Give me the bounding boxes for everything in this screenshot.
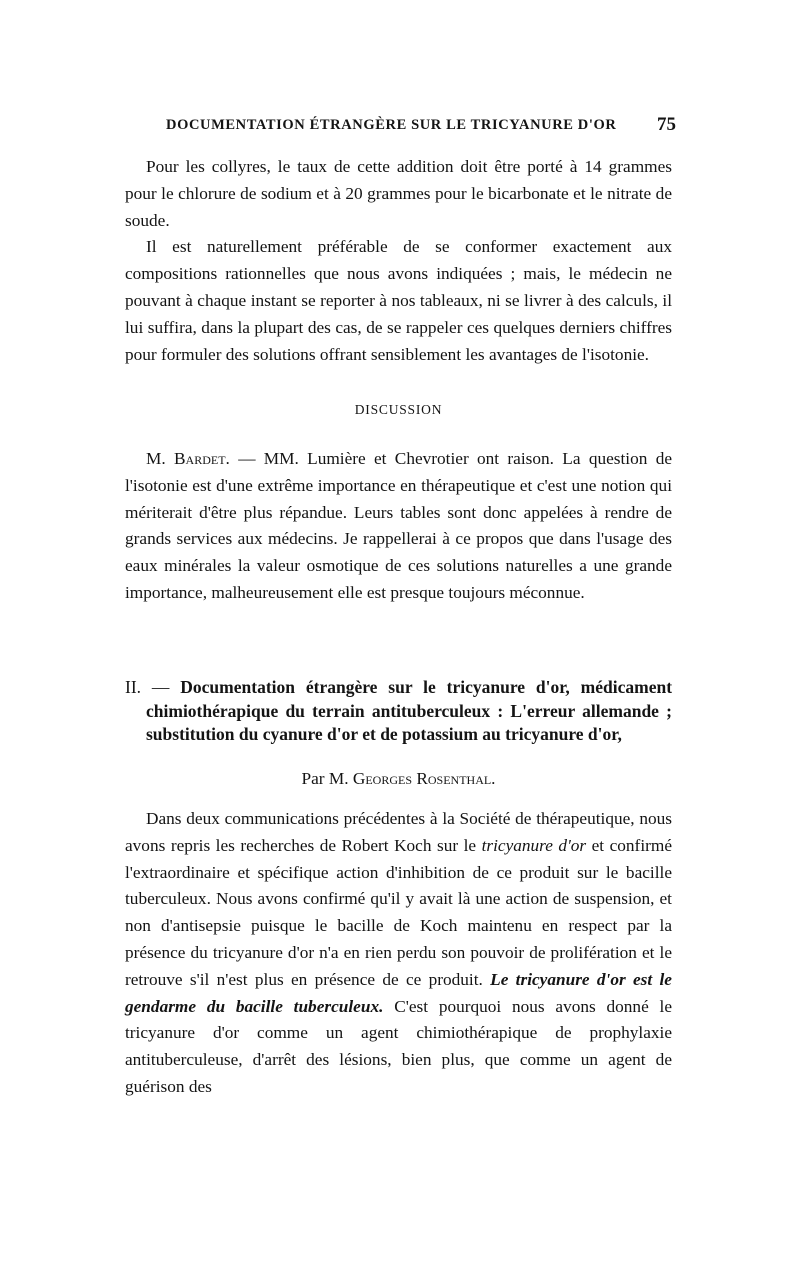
article-body	[125, 806, 672, 1101]
article-text-3: C'est pourquoi nous avons donné le tricyanure d'or comme un agent chimiothérapique de prophylaxie antituberculeuse, d'arrêt des lésions, bien plus, que comme un agent de guérison des	[125, 996, 672, 1096]
discussion-text: — MM. Lumière et Chevrotier ont raison. La question de l'isotonie est d'une extrême importance en thérapeutique et c'est une notion qui mériterait d'être plus répandue. Leurs tables sont donc appelées à rendre de grands services aux médecins. Je rappellerai à ce propos que dans l'usage des eaux minérales la valeur osmotique de ces solutions naturelles a une grande importance, malheureusement elle est presque toujours méconnue.	[125, 449, 673, 602]
article-text-italic: tricyanure d'or	[481, 835, 587, 855]
paragraph-compositions: Il est naturellement préférable de se conformer exactement aux compositions rationnelles que nous avons indiquées ; mais, le médecin ne pouvant à chaque instant se reporter à nos tableaux, ni se livrer à des calculs, il lui suffira, dans la plupart des cas, de se rappeler ces quelques derniers chiffres pour formuler des solutions offrant sensiblement les avantages de l'isotonie.	[125, 237, 672, 364]
opening-paragraphs	[125, 154, 672, 368]
author-name: Georges Rosenthal.	[352, 769, 496, 788]
discussion-block	[125, 446, 672, 607]
article-number: II. —	[125, 677, 170, 697]
article-paragraph	[125, 806, 672, 1101]
speaker-prefix: M.	[146, 449, 166, 468]
running-title: DOCUMENTATION ÉTRANGÈRE SUR LE TRICYANURE D'OR	[166, 117, 617, 133]
article-title-line	[125, 676, 672, 747]
discussion-paragraph	[125, 446, 672, 607]
byline-prefix: Par M.	[301, 769, 349, 788]
running-head	[166, 114, 676, 135]
discussion-heading: DISCUSSION	[354, 402, 443, 417]
page-number: 75	[657, 114, 676, 135]
article-text-1: Dans deux communications précédentes à la Société de thérapeutique, nous avons repris les recherches de Robert Koch sur le	[125, 809, 672, 855]
article-title-block	[125, 676, 672, 747]
byline	[125, 769, 672, 789]
article-text-2: et confirmé l'extraordinaire et spécifique action d'inhibition de ce produit sur le bacille tuberculeux. Nous avons confirmé qu'il y avait là une action de suspension, et non d'antisepsie puisque le bacille de Koch maintenu en respect par la présence du tricyanure d'or n'a en rien perdu son pouvoir de prolifération et le retrouve s'il n'est plus en présence de ce produit.	[125, 835, 672, 989]
article-text-emphasis: Le tricyanure d'or est le gendarme du bacille tuberculeux.	[125, 969, 672, 1016]
article-title: Documentation étrangère sur le tricyanure d'or, médicament chimiothérapique du terrain antituberculeux : L'erreur allemande ; substitution du cyanure d'or et de potassium au tricyanure d'or,	[146, 677, 673, 744]
speaker-name: Bardet.	[174, 449, 230, 468]
paragraph-collyres: Pour les collyres, le taux de cette addition doit être porté à 14 grammes pour le chlorure de sodium et à 20 grammes pour le bicarbonate et le nitrate de soude.	[125, 157, 672, 230]
